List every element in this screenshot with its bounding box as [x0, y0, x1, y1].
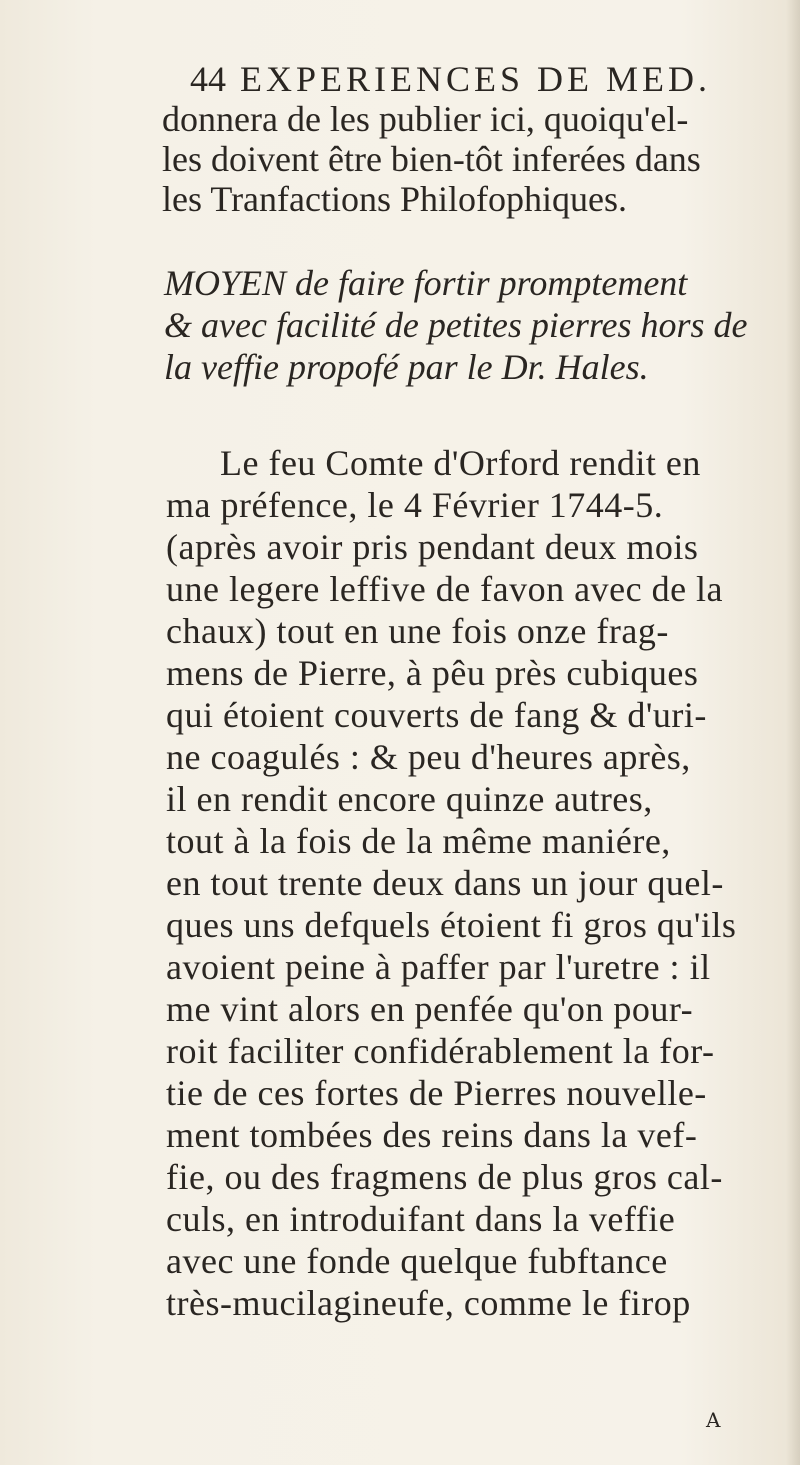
intro-line: les Tranfactions Philofophiques.: [162, 179, 627, 219]
body-line: une legere leffive de favon avec de la: [166, 569, 724, 609]
body-line: roit faciliter confidérablement la for-: [166, 1031, 715, 1071]
body-line: ment tombées des reins dans la vef-: [166, 1115, 698, 1155]
section-title-line: MOYEN de faire fortir promptement: [164, 263, 688, 303]
body-line: ma préfence, le 4 Février 1744-5.: [166, 485, 664, 525]
intro-line: les doivent être bien-tôt inferées dans: [162, 139, 701, 179]
section-title-line: & avec facilité de petites pierres hors de: [164, 305, 748, 345]
page-edge-shadow: [786, 0, 800, 1465]
body-line: me vint alors en penfée qu'on pour-: [166, 989, 694, 1029]
body-line: tout à la fois de la même maniére,: [166, 821, 671, 861]
body-line: mens de Pierre, à pêu près cubiques: [166, 653, 699, 693]
running-header: [190, 58, 711, 100]
section-title-line: la veffie propofé par le Dr. Hales.: [164, 347, 649, 387]
body-line: en tout trente deux dans un jour quel-: [166, 863, 724, 903]
body-line: Le feu Comte d'Orford rendit en: [220, 443, 701, 483]
body-line: il en rendit encore quinze autres,: [166, 779, 653, 819]
signature-mark: A: [706, 1408, 721, 1432]
running-title: EXPERIENCES DE MED.: [240, 59, 711, 99]
body-line: avec une fonde quelque fubftance: [166, 1241, 668, 1281]
intro-line: donnera de les publier ici, quoiqu'el-: [162, 99, 689, 139]
body-line: chaux) tout en une fois onze frag-: [166, 611, 669, 651]
body-line: très-mucilagineufe, comme le firop: [166, 1283, 691, 1323]
page-number: 44: [190, 59, 226, 99]
body-line: fie, ou des fragmens de plus gros cal-: [166, 1157, 723, 1197]
body-line: ques uns defquels étoient fi gros qu'ils: [166, 905, 737, 945]
body-line: (après avoir pris pendant deux mois: [166, 527, 699, 567]
body-line: culs, en introduifant dans la veffie: [166, 1199, 676, 1239]
body-line: avoient peine à paffer par l'uretre : il: [166, 947, 711, 987]
body-line: tie de ces fortes de Pierres nouvelle-: [166, 1073, 707, 1113]
body-line: qui étoient couverts de fang & d'uri-: [166, 695, 707, 735]
body-line: ne coagulés : & peu d'heures après,: [166, 737, 691, 777]
